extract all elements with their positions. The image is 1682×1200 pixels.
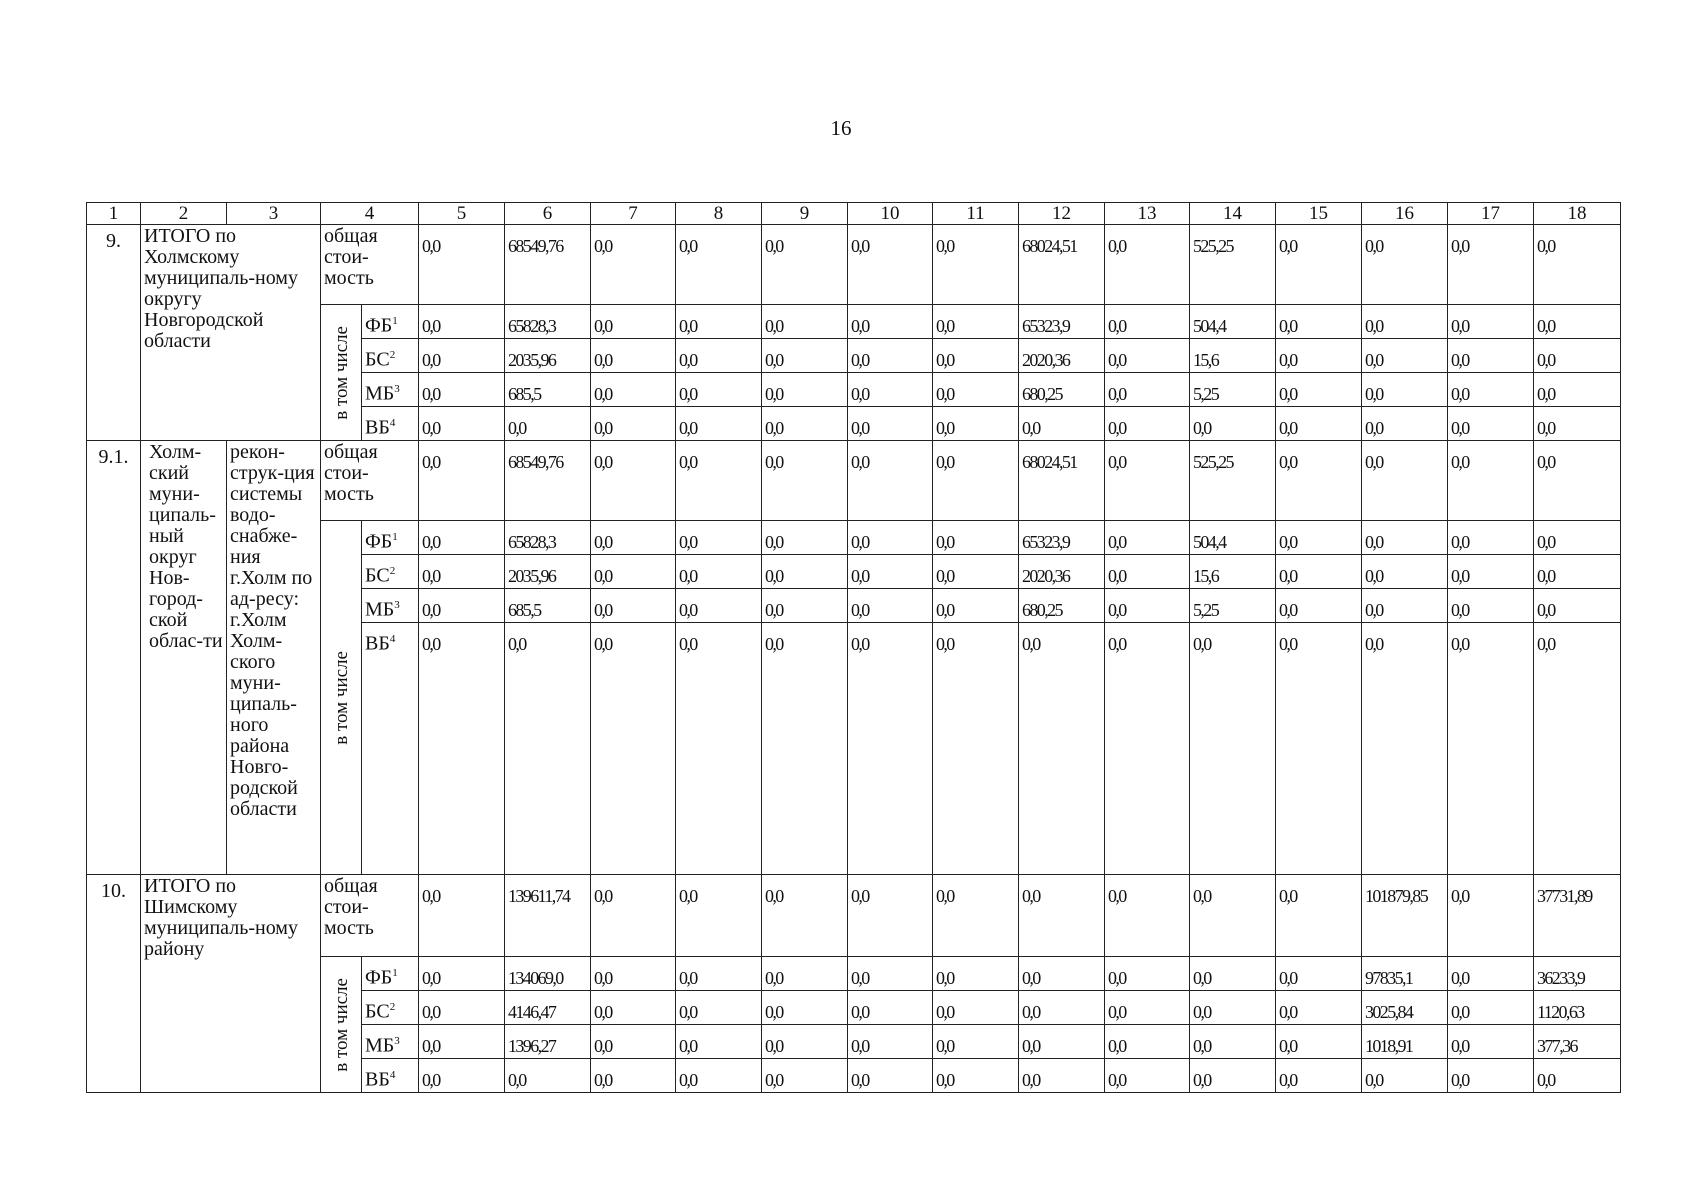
value-cell: 1018,91 <box>1362 1025 1448 1059</box>
value-cell: 0,0 <box>1534 521 1621 555</box>
value-cell: 0,0 <box>933 407 1019 441</box>
value-cell: 0,0 <box>1362 589 1448 623</box>
value-cell: 0,0 <box>848 339 933 373</box>
value-cell: 0,0 <box>1448 875 1534 957</box>
funding-source-vb <box>362 407 419 441</box>
value-cell: 0,0 <box>591 991 676 1025</box>
value-cell: 0,0 <box>848 407 933 441</box>
value-cell: 0,0 <box>419 521 505 555</box>
value-cell: 0,0 <box>591 225 676 305</box>
value-cell: 0,0 <box>1448 1059 1534 1093</box>
value-cell: 0,0 <box>591 1025 676 1059</box>
value-cell: 0,0 <box>676 555 762 589</box>
value-cell: 0,0 <box>676 623 762 875</box>
value-cell: 0,0 <box>1534 441 1621 521</box>
value-cell: 0,0 <box>1276 521 1362 555</box>
row-index: 9.1. <box>87 441 141 875</box>
value-cell: 0,0 <box>1534 373 1621 407</box>
row-index: 10. <box>87 875 141 1093</box>
value-cell: 0,0 <box>419 407 505 441</box>
including-label: в том числе <box>330 977 352 1072</box>
value-cell: 0,0 <box>933 441 1019 521</box>
funding-source-name: МБ <box>365 382 395 405</box>
value-cell: 0,0 <box>848 441 933 521</box>
value-cell: 2035,96 <box>505 339 591 373</box>
value-cell: 0,0 <box>591 957 676 991</box>
value-cell: 0,0 <box>419 373 505 407</box>
funding-source-name: БС <box>365 564 390 587</box>
value-cell: 0,0 <box>1276 875 1362 957</box>
value-cell: 0,0 <box>1534 1059 1621 1093</box>
value-cell: 0,0 <box>1534 555 1621 589</box>
funding-source-bs <box>362 991 419 1025</box>
value-cell: 4146,47 <box>505 991 591 1025</box>
including-label-cell <box>321 305 362 441</box>
value-cell: 1396,27 <box>505 1025 591 1059</box>
page-number: 16 <box>830 116 852 140</box>
footnote-marker: 1 <box>392 531 398 543</box>
including-label-cell <box>321 957 362 1093</box>
value-cell: 68549,76 <box>505 225 591 305</box>
column-number: 17 <box>1448 203 1534 225</box>
value-cell: 0,0 <box>848 991 933 1025</box>
value-cell: 0,0 <box>1362 521 1448 555</box>
value-cell: 0,0 <box>1276 1025 1362 1059</box>
value-cell: 680,25 <box>1019 373 1105 407</box>
value-cell: 0,0 <box>1190 1059 1276 1093</box>
value-cell: 0,0 <box>762 623 848 875</box>
value-cell: 5,25 <box>1190 373 1276 407</box>
value-cell: 0,0 <box>1105 875 1190 957</box>
funding-source-name: ВБ <box>365 1068 390 1091</box>
value-cell: 15,6 <box>1190 555 1276 589</box>
value-cell: 0,0 <box>1448 521 1534 555</box>
value-cell: 0,0 <box>419 1059 505 1093</box>
value-cell: 0,0 <box>1019 1059 1105 1093</box>
value-cell: 0,0 <box>1448 225 1534 305</box>
value-cell: 0,0 <box>1019 957 1105 991</box>
value-cell: 0,0 <box>1105 441 1190 521</box>
column-number: 15 <box>1276 203 1362 225</box>
value-cell: 65323,9 <box>1019 521 1105 555</box>
value-cell: 0,0 <box>1448 339 1534 373</box>
value-cell: 0,0 <box>591 373 676 407</box>
value-cell: 0,0 <box>591 555 676 589</box>
value-cell: 0,0 <box>1448 1025 1534 1059</box>
value-cell: 0,0 <box>933 623 1019 875</box>
value-cell: 0,0 <box>762 1025 848 1059</box>
column-number: 16 <box>1362 203 1448 225</box>
funding-source-name: МБ <box>365 1034 395 1057</box>
column-number: 2 <box>141 203 227 225</box>
value-cell: 0,0 <box>1448 305 1534 339</box>
value-cell: 0,0 <box>1276 957 1362 991</box>
value-cell: 0,0 <box>1105 305 1190 339</box>
value-cell: 0,0 <box>1105 589 1190 623</box>
value-cell: 0,0 <box>848 373 933 407</box>
value-cell: 0,0 <box>1534 305 1621 339</box>
funding-source-name: ВБ <box>365 416 390 439</box>
column-number: 3 <box>227 203 321 225</box>
value-cell: 36233,9 <box>1534 957 1621 991</box>
value-cell: 377,36 <box>1534 1025 1621 1059</box>
value-cell: 65323,9 <box>1019 305 1105 339</box>
value-cell: 0,0 <box>1534 407 1621 441</box>
value-cell: 0,0 <box>1276 225 1362 305</box>
value-cell: 0,0 <box>848 305 933 339</box>
total-cost-label: общая стои-мость <box>321 441 419 521</box>
value-cell: 0,0 <box>676 339 762 373</box>
value-cell: 0,0 <box>419 875 505 957</box>
value-cell: 0,0 <box>848 957 933 991</box>
value-cell: 0,0 <box>933 957 1019 991</box>
column-number: 8 <box>676 203 762 225</box>
funding-source-name: БС <box>365 1000 390 1023</box>
column-number: 12 <box>1019 203 1105 225</box>
total-cost-label: общая стои-мость <box>321 875 419 957</box>
value-cell: 65828,3 <box>505 305 591 339</box>
value-cell: 68024,51 <box>1019 225 1105 305</box>
value-cell: 0,0 <box>762 957 848 991</box>
total-cost-row <box>87 225 1621 305</box>
value-cell: 0,0 <box>933 1025 1019 1059</box>
value-cell: 0,0 <box>1190 1025 1276 1059</box>
value-cell: 0,0 <box>933 373 1019 407</box>
value-cell: 0,0 <box>1362 555 1448 589</box>
value-cell: 0,0 <box>419 305 505 339</box>
funding-source-mb <box>362 1025 419 1059</box>
value-cell: 0,0 <box>1105 339 1190 373</box>
funding-source-name: БС <box>365 348 390 371</box>
footnote-marker: 1 <box>392 967 398 979</box>
value-cell: 0,0 <box>419 589 505 623</box>
budget-table <box>86 202 1621 1093</box>
value-cell: 0,0 <box>1276 373 1362 407</box>
value-cell: 0,0 <box>1105 991 1190 1025</box>
value-cell: 15,6 <box>1190 339 1276 373</box>
column-number: 13 <box>1105 203 1190 225</box>
value-cell: 0,0 <box>591 623 676 875</box>
value-cell: 97835,1 <box>1362 957 1448 991</box>
column-number: 1 <box>87 203 141 225</box>
value-cell: 0,0 <box>1019 623 1105 875</box>
footnote-marker: 2 <box>389 1001 396 1013</box>
value-cell: 0,0 <box>591 407 676 441</box>
value-cell: 0,0 <box>1362 339 1448 373</box>
footnote-marker: 4 <box>389 417 396 429</box>
value-cell: 0,0 <box>848 521 933 555</box>
value-cell: 0,0 <box>1534 339 1621 373</box>
value-cell: 0,0 <box>676 407 762 441</box>
column-number: 4 <box>321 203 419 225</box>
value-cell: 0,0 <box>1276 441 1362 521</box>
value-cell: 0,0 <box>676 875 762 957</box>
value-cell: 0,0 <box>419 225 505 305</box>
value-cell: 0,0 <box>1190 991 1276 1025</box>
total-cost-row <box>87 441 1621 521</box>
value-cell: 0,0 <box>1448 555 1534 589</box>
value-cell: 0,0 <box>419 957 505 991</box>
funding-source-mb <box>362 373 419 407</box>
value-cell: 0,0 <box>1448 589 1534 623</box>
value-cell: 0,0 <box>933 589 1019 623</box>
footnote-marker: 1 <box>392 315 398 327</box>
value-cell: 0,0 <box>1448 441 1534 521</box>
value-cell: 0,0 <box>762 373 848 407</box>
footnote-marker: 4 <box>389 1069 396 1081</box>
value-cell: 0,0 <box>1190 875 1276 957</box>
value-cell: 0,0 <box>591 339 676 373</box>
value-cell: 0,0 <box>1362 623 1448 875</box>
value-cell: 0,0 <box>933 555 1019 589</box>
value-cell: 0,0 <box>505 407 591 441</box>
funding-source-mb <box>362 589 419 623</box>
value-cell: 0,0 <box>676 225 762 305</box>
section-title: ИТОГО по Шимскому муниципаль-ному району <box>141 875 321 1093</box>
value-cell: 0,0 <box>933 521 1019 555</box>
value-cell: 0,0 <box>505 1059 591 1093</box>
value-cell: 0,0 <box>419 339 505 373</box>
value-cell: 0,0 <box>1019 991 1105 1025</box>
value-cell: 0,0 <box>1362 305 1448 339</box>
funding-source-name: ВБ <box>365 632 390 655</box>
value-cell: 0,0 <box>1105 225 1190 305</box>
value-cell: 0,0 <box>1276 407 1362 441</box>
object-description: рекон-струк-ция системы водо-снабже-ния г.Холм по ад-ресу: г.Холм Холм-ского муни-ципаль-ного района Новго-родской области <box>227 441 321 875</box>
funding-source-name: МБ <box>365 598 395 621</box>
value-cell: 0,0 <box>676 957 762 991</box>
value-cell: 0,0 <box>591 305 676 339</box>
value-cell: 0,0 <box>419 555 505 589</box>
funding-source-name: ФБ <box>365 530 393 553</box>
value-cell: 0,0 <box>676 991 762 1025</box>
value-cell: 0,0 <box>1276 991 1362 1025</box>
value-cell: 101879,85 <box>1362 875 1448 957</box>
total-cost-row <box>87 875 1621 957</box>
including-label: в том числе <box>330 325 352 420</box>
value-cell: 0,0 <box>1276 555 1362 589</box>
value-cell: 0,0 <box>1362 225 1448 305</box>
value-cell: 0,0 <box>1448 623 1534 875</box>
value-cell: 0,0 <box>1534 589 1621 623</box>
value-cell: 0,0 <box>762 339 848 373</box>
value-cell: 0,0 <box>1276 623 1362 875</box>
value-cell: 0,0 <box>1362 1059 1448 1093</box>
total-cost-label: общая стои-мость <box>321 225 419 305</box>
value-cell: 0,0 <box>676 589 762 623</box>
value-cell: 0,0 <box>762 589 848 623</box>
value-cell: 0,0 <box>762 1059 848 1093</box>
value-cell: 0,0 <box>762 441 848 521</box>
value-cell: 0,0 <box>933 991 1019 1025</box>
value-cell: 0,0 <box>933 1059 1019 1093</box>
value-cell: 0,0 <box>676 1059 762 1093</box>
value-cell: 0,0 <box>762 991 848 1025</box>
value-cell: 0,0 <box>1190 957 1276 991</box>
value-cell: 0,0 <box>1448 991 1534 1025</box>
value-cell: 68549,76 <box>505 441 591 521</box>
value-cell: 3025,84 <box>1362 991 1448 1025</box>
value-cell: 0,0 <box>762 521 848 555</box>
footnote-marker: 2 <box>389 565 396 577</box>
value-cell: 0,0 <box>419 623 505 875</box>
footnote-marker: 3 <box>394 1035 400 1047</box>
value-cell: 2020,36 <box>1019 555 1105 589</box>
value-cell: 525,25 <box>1190 441 1276 521</box>
value-cell: 0,0 <box>848 875 933 957</box>
value-cell: 2020,36 <box>1019 339 1105 373</box>
funding-source-bs <box>362 339 419 373</box>
value-cell: 0,0 <box>1276 589 1362 623</box>
municipality-name: Холм-ский муни-ципаль-ный округ Нов-город-ской облас-ти <box>141 441 227 875</box>
value-cell: 685,5 <box>505 589 591 623</box>
value-cell: 0,0 <box>848 1059 933 1093</box>
value-cell: 0,0 <box>1105 623 1190 875</box>
value-cell: 0,0 <box>676 441 762 521</box>
value-cell: 0,0 <box>676 305 762 339</box>
value-cell: 0,0 <box>848 1025 933 1059</box>
value-cell: 0,0 <box>848 555 933 589</box>
value-cell: 504,4 <box>1190 521 1276 555</box>
value-cell: 0,0 <box>676 521 762 555</box>
value-cell: 0,0 <box>1362 441 1448 521</box>
value-cell: 0,0 <box>591 875 676 957</box>
value-cell: 5,25 <box>1190 589 1276 623</box>
column-number: 6 <box>505 203 591 225</box>
value-cell: 0,0 <box>1019 875 1105 957</box>
value-cell: 0,0 <box>762 305 848 339</box>
value-cell: 0,0 <box>848 589 933 623</box>
value-cell: 0,0 <box>1448 407 1534 441</box>
value-cell: 2035,96 <box>505 555 591 589</box>
value-cell: 0,0 <box>848 623 933 875</box>
value-cell: 0,0 <box>933 339 1019 373</box>
including-label: в том числе <box>330 650 352 745</box>
value-cell: 0,0 <box>419 991 505 1025</box>
funding-source-fb <box>362 305 419 339</box>
column-number-row <box>87 203 1621 225</box>
including-label-cell <box>321 521 362 875</box>
column-number: 10 <box>848 203 933 225</box>
value-cell: 525,25 <box>1190 225 1276 305</box>
value-cell: 0,0 <box>933 875 1019 957</box>
value-cell: 0,0 <box>591 1059 676 1093</box>
value-cell: 0,0 <box>933 225 1019 305</box>
footnote-marker: 4 <box>389 633 396 645</box>
value-cell: 680,25 <box>1019 589 1105 623</box>
column-number: 9 <box>762 203 848 225</box>
value-cell: 0,0 <box>1448 957 1534 991</box>
funding-source-fb <box>362 957 419 991</box>
value-cell: 0,0 <box>762 875 848 957</box>
value-cell: 0,0 <box>1105 407 1190 441</box>
value-cell: 0,0 <box>1534 623 1621 875</box>
footnote-marker: 3 <box>394 599 400 611</box>
value-cell: 0,0 <box>1362 407 1448 441</box>
funding-source-bs <box>362 555 419 589</box>
value-cell: 0,0 <box>1105 1025 1190 1059</box>
value-cell: 68024,51 <box>1019 441 1105 521</box>
funding-source-fb <box>362 521 419 555</box>
value-cell: 0,0 <box>1276 1059 1362 1093</box>
column-number: 11 <box>933 203 1019 225</box>
value-cell: 0,0 <box>1105 521 1190 555</box>
value-cell: 0,0 <box>1105 373 1190 407</box>
value-cell: 0,0 <box>676 373 762 407</box>
value-cell: 37731,89 <box>1534 875 1621 957</box>
value-cell: 0,0 <box>1190 623 1276 875</box>
value-cell: 0,0 <box>762 225 848 305</box>
value-cell: 134069,0 <box>505 957 591 991</box>
value-cell: 0,0 <box>1105 957 1190 991</box>
value-cell: 0,0 <box>419 1025 505 1059</box>
funding-source-name: ФБ <box>365 314 393 337</box>
value-cell: 0,0 <box>1105 555 1190 589</box>
column-number: 14 <box>1190 203 1276 225</box>
value-cell: 0,0 <box>1019 407 1105 441</box>
value-cell: 0,0 <box>1534 225 1621 305</box>
value-cell: 0,0 <box>591 589 676 623</box>
value-cell: 0,0 <box>1019 1025 1105 1059</box>
funding-source-vb <box>362 1059 419 1093</box>
value-cell: 0,0 <box>762 407 848 441</box>
funding-source-vb <box>362 623 419 875</box>
column-number: 5 <box>419 203 505 225</box>
section-title: ИТОГО по Холмскому муниципаль-ному округу Новгородской области <box>141 225 321 441</box>
value-cell: 0,0 <box>1276 305 1362 339</box>
value-cell: 0,0 <box>1105 1059 1190 1093</box>
value-cell: 0,0 <box>1276 339 1362 373</box>
value-cell: 0,0 <box>848 225 933 305</box>
column-number: 18 <box>1534 203 1621 225</box>
value-cell: 0,0 <box>1362 373 1448 407</box>
value-cell: 685,5 <box>505 373 591 407</box>
value-cell: 0,0 <box>419 441 505 521</box>
value-cell: 0,0 <box>933 305 1019 339</box>
value-cell: 139611,74 <box>505 875 591 957</box>
value-cell: 0,0 <box>591 521 676 555</box>
value-cell: 0,0 <box>1448 373 1534 407</box>
value-cell: 65828,3 <box>505 521 591 555</box>
value-cell: 0,0 <box>505 623 591 875</box>
value-cell: 0,0 <box>591 441 676 521</box>
funding-source-name: ФБ <box>365 966 393 989</box>
column-number: 7 <box>591 203 676 225</box>
footnote-marker: 2 <box>389 349 396 361</box>
row-index: 9. <box>87 225 141 441</box>
value-cell: 0,0 <box>762 555 848 589</box>
footnote-marker: 3 <box>394 383 400 395</box>
value-cell: 0,0 <box>1190 407 1276 441</box>
value-cell: 0,0 <box>676 1025 762 1059</box>
value-cell: 504,4 <box>1190 305 1276 339</box>
value-cell: 1120,63 <box>1534 991 1621 1025</box>
